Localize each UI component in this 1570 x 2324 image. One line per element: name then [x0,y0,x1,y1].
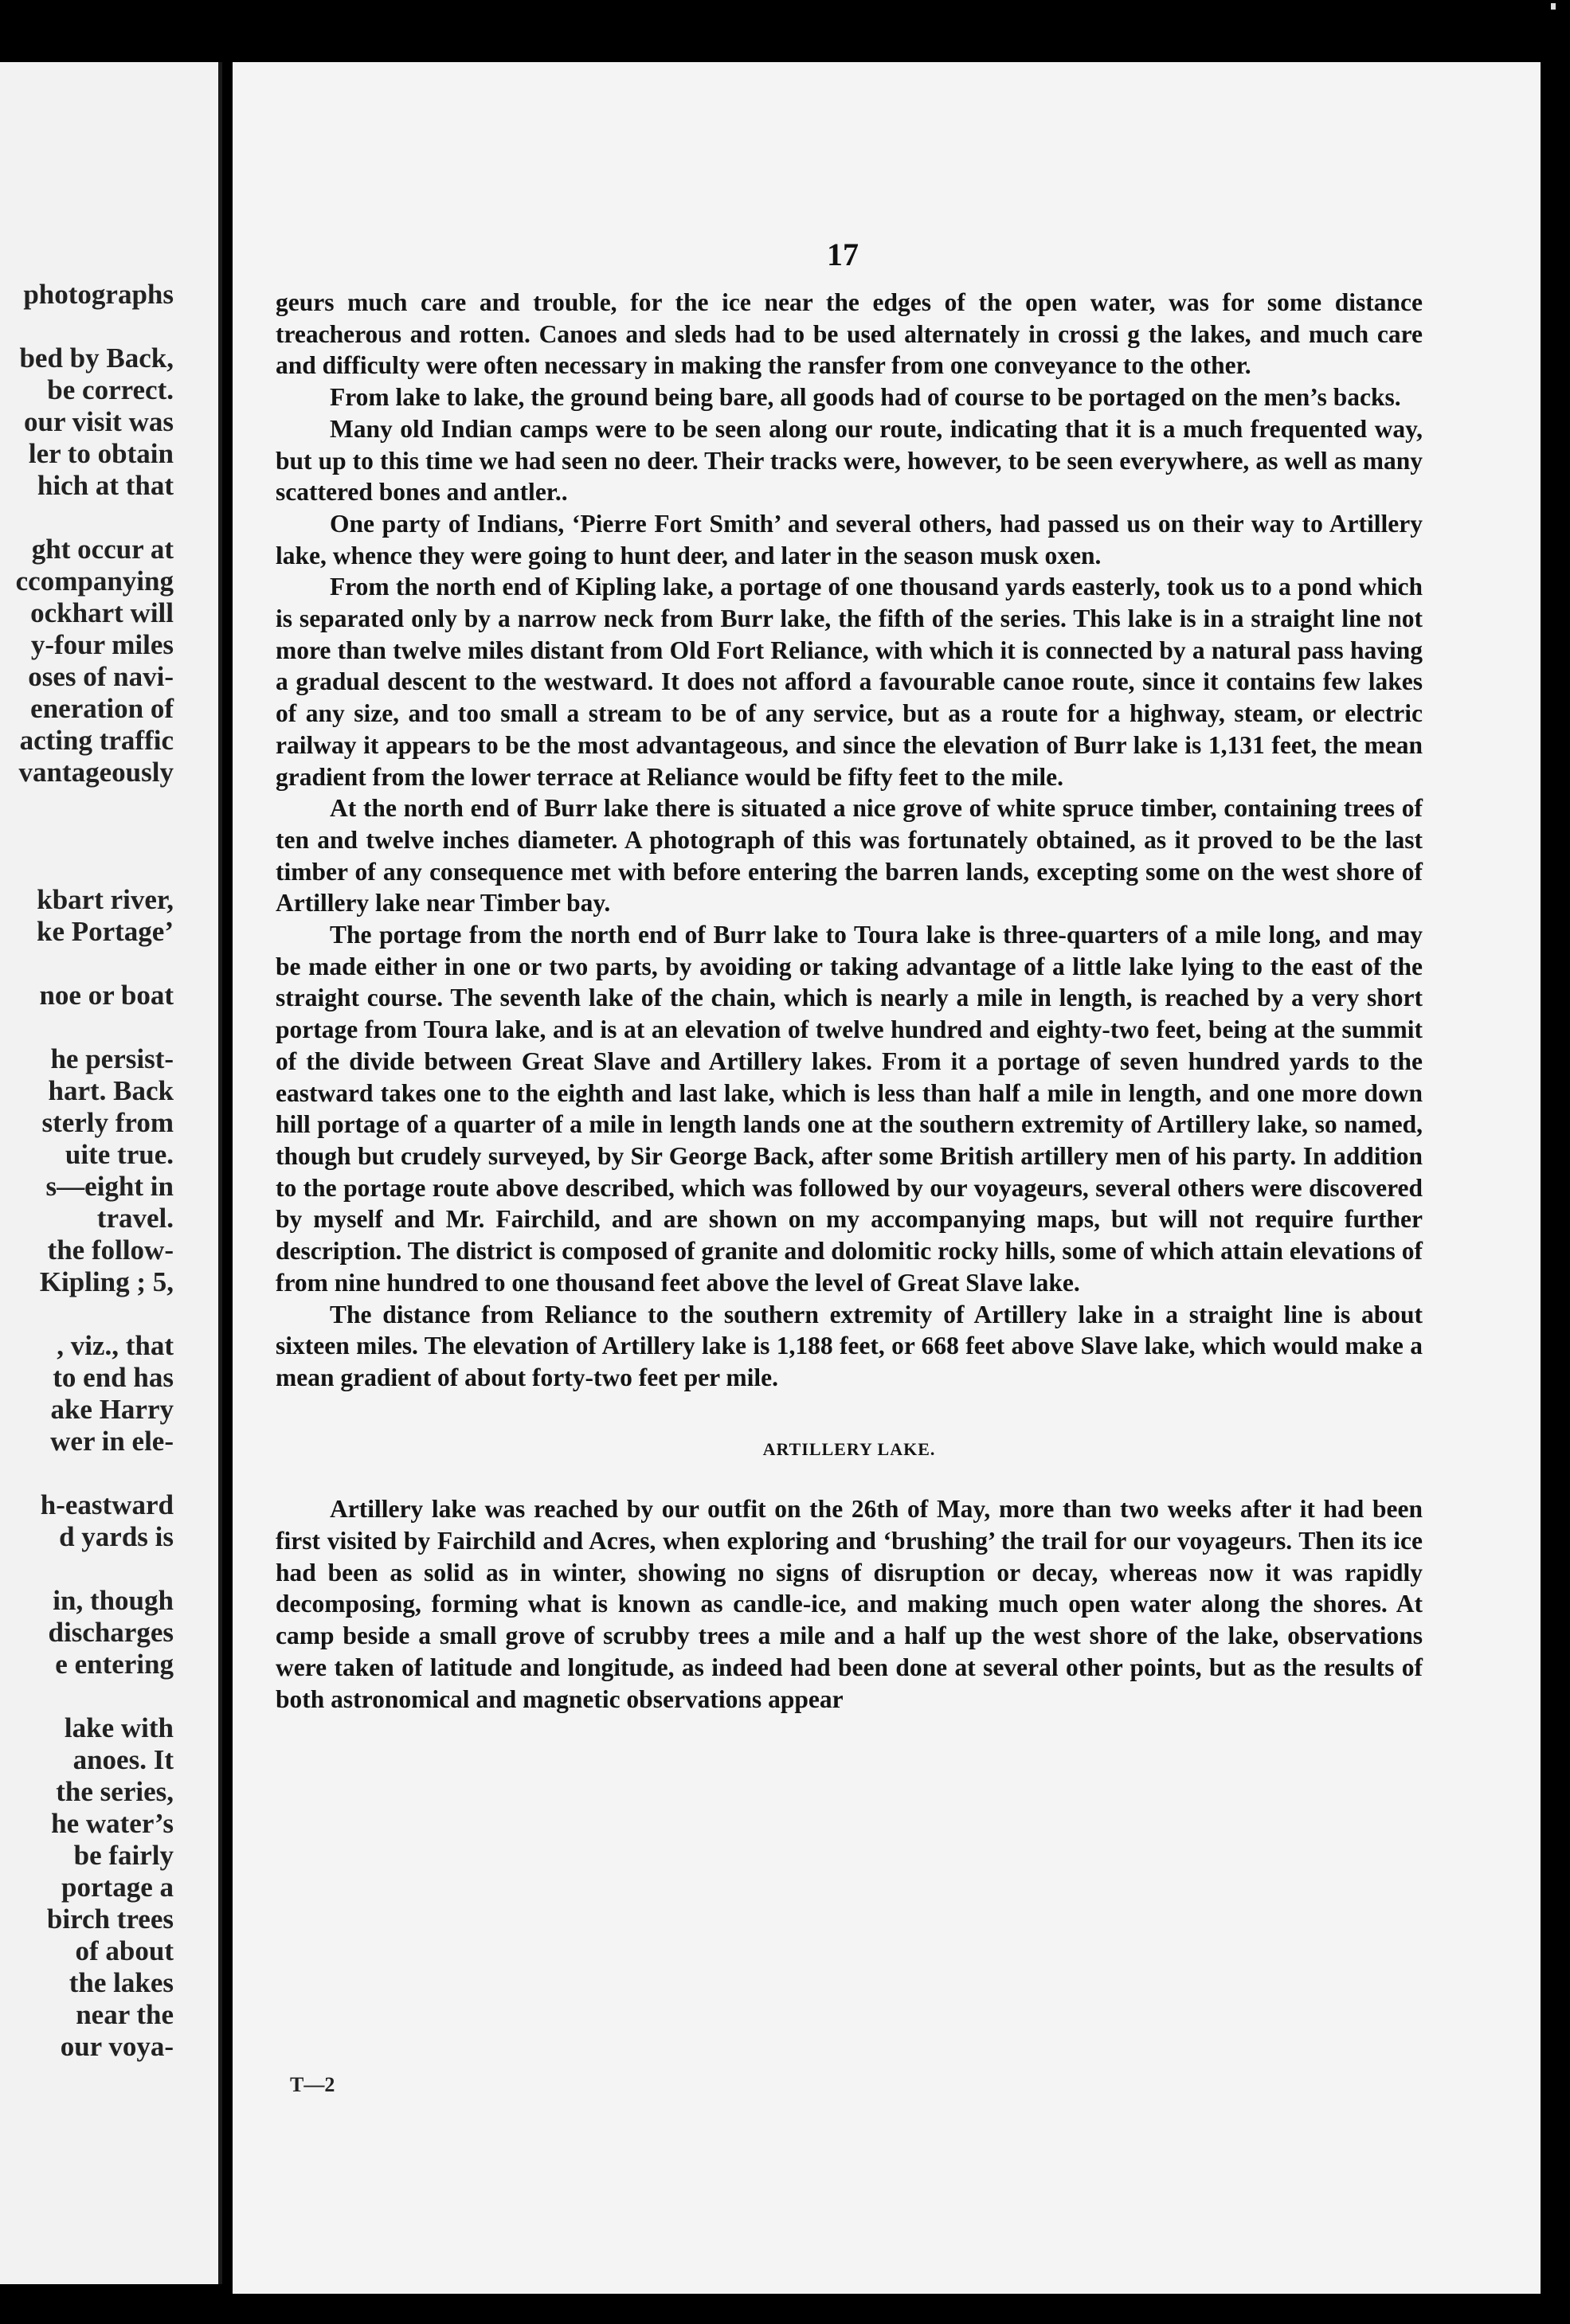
previous-page-line: ockhart will [30,597,174,628]
previous-page-line: bed by Back, [19,342,174,374]
previous-page-line [0,852,174,884]
previous-page-line: noe or boat [39,980,174,1011]
previous-page-line: to end has [53,1362,174,1393]
previous-page-line: acting traffic [19,725,174,756]
previous-page-line: s—eight in [45,1171,174,1202]
previous-page-line: hich at that [37,470,174,501]
previous-page-line: lake with [64,1712,174,1743]
previous-page-line: birch trees [46,1903,174,1935]
scan-artifact [1551,3,1556,10]
previous-page-line [0,1011,174,1043]
previous-page-line: he persist- [50,1043,174,1074]
previous-page-line: vantageously [18,757,174,788]
previous-page-line [0,820,174,852]
previous-page-line [0,502,174,534]
previous-page-line: ke Portage’ [36,916,174,947]
previous-page-line: e entering [55,1649,174,1680]
previous-page-line: in, though [53,1585,174,1616]
previous-page-line: ake Harry [50,1394,174,1425]
previous-page-line: our voya- [60,2031,174,2062]
previous-page-fragment [0,62,222,2284]
previous-page-line: discharges [48,1617,174,1648]
signature-mark: T—2 [290,2073,335,2096]
previous-page-line: ler to obtain [28,438,174,469]
previous-page-text [0,279,174,2063]
paragraph: From the north end of Kipling lake, a portage of one thousand yards easterly, took us to a pond which is separated only by a narrow neck from Burr lake, the fifth of the series. This lake is in a straight line not more than twelve miles distant from Old Fort Reliance, with which it is connected by a natural pass having a gradual descent to the westward. It does not afford a favourable canoe route, since it contains few lakes of any size, and too small a stream to be of any service, but as a route for a highway, steam, or electric railway it appears to be the most advantageous, and since the elevation of Burr lake is 1,131 feet, the mean gradient from the lower terrace at Reliance would be fifty feet to the mile. [276,573,1423,791]
previous-page-line: oses of navi- [28,661,174,692]
previous-page-line: the lakes [69,1967,174,1998]
previous-page-line [0,788,174,820]
previous-page-line [0,1680,174,1712]
document-page [233,62,1541,2294]
previous-page-line: ght occur at [31,534,174,565]
previous-page-line: wer in ele- [50,1426,174,1457]
previous-page-line: the series, [56,1776,174,1807]
previous-page-line: he water’s [51,1808,174,1839]
paragraph: At the north end of Burr lake there is situated a nice grove of white spruce timber, containing trees of ten and twelve inches diameter. A photograph of this was fortunately obtained, as it proved to be the last timber of any consequence met with before entering the barren lands, excepting some on the west shore of Artillery lake near Timber bay. [276,794,1423,917]
previous-page-line [0,1457,174,1489]
previous-page-line [0,1553,174,1585]
paragraph: The portage from the north end of Burr lake to Toura lake is three-quarters of a mile long, and may be made either in one or two parts, by avoiding or taking advantage of a little lake lying to the east of the straight course. The seventh lake of the chain, which is nearly a mile in length, is reached by a very short portage from Toura lake, and is at an elevation of twelve hundred and eighty-two feet, being at the summit of the divide between Great Slave and Artillery lakes. From it a portage of seven hundred yards to the eastward takes one to the eighth and last lake, which is less than half a mile in length, and one more down hill portage of a quarter of a mile in length lands one at the southern extremity of Artillery lake, so named, though but crudely surveyed, by Sir George Back, after some British artillery men of his party. In addition to the portage route above described, which was followed by our voyageurs, several others were discovered by myself and Mr. Fairchild, and are shown on my accompanying maps, but will not require further description. The district is composed of granite and dolomitic rocky hills, some of which attain elevations of from nine hundred to one thousand feet above the level of Great Slave lake. [276,921,1423,1297]
previous-page-line: photographs [23,279,174,310]
previous-page-line: of about [75,1935,174,1966]
previous-page-line: h-eastward [40,1489,174,1520]
previous-page-line: be fairly [73,1840,174,1871]
previous-page-line [0,948,174,980]
page-number: 17 [827,237,859,272]
previous-page-line: uite true. [65,1139,174,1170]
previous-page-line: our visit was [24,406,174,437]
previous-page-line: the follow- [47,1234,174,1266]
body-text [276,287,1423,1715]
paragraph: The distance from Reliance to the southern extremity of Artillery lake in a straight line is about sixteen miles. The elevation of Artillery lake is 1,188 feet, or 668 feet above Slave lake, which would make a mean gradient of about forty-two feet per mile. [276,1300,1423,1391]
paragraph: From lake to lake, the ground being bare, all goods had of course to be portaged on the men’s backs. [330,383,1401,412]
paragraph: Many old Indian camps were to be seen along our route, indicating that it is a much frequented way, but up to this time we had seen no deer. Their tracks were, however, to be seen everywhere, as well as many scattered bones and antler.. [276,414,1423,507]
previous-page-line: travel. [96,1203,174,1234]
paragraph: One party of Indians, ‘Pierre Fort Smith’ and several others, had passed us on their way to Artillery lake, whence they were going to hunt deer, and later in the season musk oxen. [276,509,1423,569]
paragraph: geurs much care and trouble, for the ice near the edges of the open water, was for some distance treacherous and rotten. Canoes and sleds had to be used alternately in crossi g the lakes, and much care and difficulty were often necessary in making the ransfer from one conveyance to the other. [276,288,1423,380]
section-heading: ARTILLERY LAKE. [762,1438,936,1459]
previous-page-line [0,311,174,342]
previous-page-line: hart. Back [48,1075,174,1106]
previous-page-line: kbart river, [37,884,174,915]
previous-page-line: eneration of [30,693,174,724]
previous-page-line: y-four miles [30,629,174,660]
previous-page-line: be correct. [47,374,174,405]
previous-page-line: sterly from [41,1107,174,1138]
previous-page-line: Kipling ; 5, [39,1266,174,1297]
previous-page-line: , viz., that [57,1330,174,1361]
previous-page-line: near the [76,1999,174,2030]
previous-page-line: anoes. It [72,1744,174,1775]
paragraph: Artillery lake was reached by our outfit on the 26th of May, more than two weeks after it had been first visited by Fairchild and Acres, when exploring and ‘brushing’ the trail for our voyageurs. Then its ice had been as solid as in winter, showing no signs of disruption or decay, whereas now it was rapidly decomposing, forming what is known as candle-ice, and making much open water along the shores. At camp beside a small grove of scrubby trees a mile and a half up the west shore of the lake, observations were taken of latitude and longitude, as indeed had been done at several other points, but as the results of both astronomical and magnetic observations appear [276,1495,1423,1713]
previous-page-line: ccompanying [15,565,174,597]
previous-page-line: d yards is [59,1521,174,1552]
previous-page-line: portage a [61,1872,174,1903]
previous-page-line [0,1298,174,1330]
